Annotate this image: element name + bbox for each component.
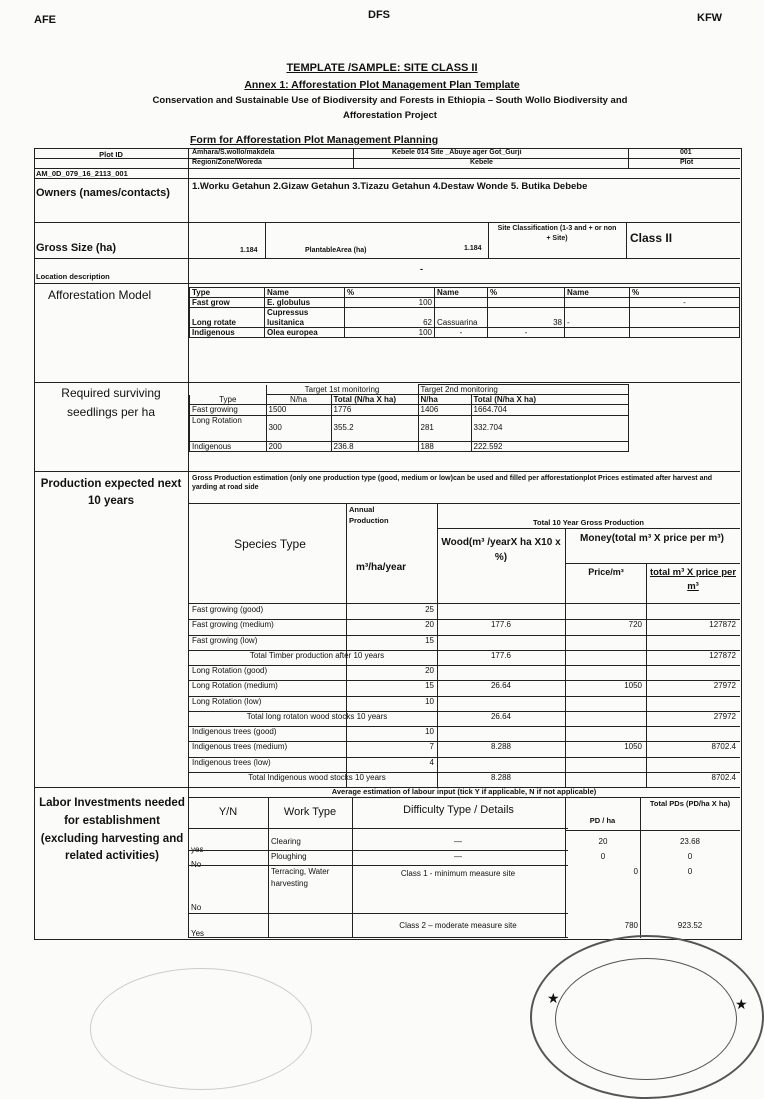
production-wood: 177.6 bbox=[490, 620, 512, 630]
model-h-pct2: % bbox=[488, 288, 565, 298]
labor-label: Labor Investments needed for establishment (excluding harvesting and related activities) bbox=[39, 797, 185, 863]
plot-number: 001 bbox=[680, 149, 692, 156]
seed-cell: Fast growing bbox=[190, 405, 267, 415]
total-price-header: total m³ X price per m³ bbox=[649, 567, 737, 592]
corner-right: KFW bbox=[697, 12, 723, 24]
production-wood: 26.64 bbox=[490, 681, 512, 691]
model-cell bbox=[565, 298, 630, 308]
model-row-fast bbox=[190, 298, 740, 308]
annual-production-header: Annual Production bbox=[349, 505, 389, 525]
production-label: Production expected next 10 years bbox=[40, 478, 182, 508]
seed-cell: 222.592 bbox=[471, 441, 629, 451]
labor-total-pds: 23.68 bbox=[679, 837, 701, 846]
labor-yn: No bbox=[191, 903, 202, 912]
owners-label: Owners (names/contacts) bbox=[36, 187, 170, 199]
seed-cell: 188 bbox=[418, 441, 471, 451]
production-row-label: Indigenous trees (good) bbox=[192, 727, 277, 736]
seed-cell: Long Rotation bbox=[190, 415, 267, 441]
production-row-label: Indigenous trees (medium) bbox=[192, 742, 288, 752]
seed-h-total2: Total (N/ha X ha) bbox=[471, 395, 629, 405]
labor-difficulty: Class 1 - minimum measure site bbox=[400, 869, 516, 878]
labor-work-type: Ploughing bbox=[271, 852, 307, 861]
plantable-value: 1.184 bbox=[464, 245, 482, 252]
production-total: 127872 bbox=[709, 650, 736, 660]
production-wood: 26.64 bbox=[490, 711, 512, 721]
labor-difficulty: — bbox=[454, 837, 462, 846]
annual-unit-header: m³/ha/year bbox=[356, 562, 407, 573]
production-annual: 4 bbox=[429, 757, 434, 767]
production-price: 1050 bbox=[624, 681, 642, 691]
seedlings-table bbox=[189, 384, 629, 452]
model-cell: Cupressus lusitanica bbox=[265, 308, 345, 327]
labor-total-pds: 0 bbox=[687, 867, 693, 876]
gross-size-label: Gross Size (ha) bbox=[36, 242, 117, 254]
faint-stamp bbox=[90, 968, 312, 1090]
seed-cell: 1500 bbox=[266, 405, 331, 415]
model-cell: Long rotate bbox=[190, 308, 265, 327]
production-annual: 10 bbox=[425, 727, 434, 736]
model-cell: - bbox=[435, 327, 488, 337]
seedlings-label: Required surviving seedlings per ha bbox=[61, 386, 161, 419]
project-title-line2: Afforestation Project bbox=[343, 110, 437, 121]
plot-id-value: AM_0D_079_16_2113_001 bbox=[36, 169, 128, 178]
location-value: Amhara/S.wollo/makdela bbox=[192, 149, 275, 156]
production-wood: 177.6 bbox=[490, 650, 512, 660]
production-annual: 15 bbox=[425, 635, 434, 645]
production-row-label: Long Rotation (good) bbox=[192, 666, 268, 675]
labor-total-pds: 923.52 bbox=[677, 921, 703, 930]
star-icon: ★ bbox=[735, 996, 748, 1012]
labor-yn: No bbox=[191, 860, 202, 869]
model-h-pct1: % bbox=[345, 288, 435, 298]
model-h-pct3: % bbox=[630, 288, 740, 298]
seed-cell: 1776 bbox=[331, 405, 418, 415]
labor-pd-ha: 0 bbox=[633, 867, 638, 876]
production-total-label: Total Indigenous wood stocks 10 years bbox=[248, 772, 386, 782]
model-cell: 62 bbox=[345, 308, 435, 327]
annex-title: Annex 1: Afforestation Plot Management Plan Template bbox=[244, 79, 520, 91]
corner-left: AFE bbox=[34, 14, 56, 26]
production-annual: 7 bbox=[429, 742, 434, 752]
model-h-name2: Name bbox=[435, 288, 488, 298]
labor-row-divider bbox=[188, 937, 568, 938]
labor-pd-ha: 20 bbox=[598, 837, 608, 846]
model-cell bbox=[630, 308, 740, 327]
production-wood: 8.288 bbox=[490, 742, 512, 752]
production-total: 27972 bbox=[713, 711, 736, 721]
model-cell bbox=[565, 327, 630, 337]
site-class-label: Site Classification (1-3 and + or non + Site) bbox=[497, 225, 617, 243]
star-icon: ★ bbox=[547, 990, 560, 1006]
production-annual: 20 bbox=[425, 666, 434, 675]
production-note: Gross Production estimation (only one production type (good, medium or low)can be used and filled per afforestationplot Prices estimated after harvest and yarding at road side bbox=[192, 475, 713, 492]
gross-size-value: 1.184 bbox=[240, 247, 258, 254]
production-row-label: Long Rotation (medium) bbox=[192, 681, 278, 691]
production-total: 27972 bbox=[713, 681, 736, 691]
money-header: Money(total m³ X price per m³) bbox=[580, 533, 724, 544]
production-annual: 20 bbox=[425, 620, 434, 630]
seed-cell: Indigenous bbox=[190, 441, 267, 451]
production-row-label: Fast growing (good) bbox=[192, 605, 264, 614]
species-type-header: Species Type bbox=[234, 537, 306, 551]
labor-h-pd: PD / ha bbox=[589, 816, 616, 825]
location-desc-label: Location description bbox=[36, 272, 110, 281]
labor-total-pds: 0 bbox=[687, 852, 693, 861]
labor-yn: yes bbox=[191, 845, 204, 854]
site-class-value: Class II bbox=[630, 231, 673, 245]
labor-h-diff: Difficulty Type / Details bbox=[403, 804, 514, 816]
target1-header: Target 1st monitoring bbox=[266, 385, 418, 395]
seed-cell: 332.704 bbox=[471, 415, 629, 441]
model-row-indigenous bbox=[190, 327, 740, 337]
price-header: Price/m³ bbox=[588, 567, 624, 577]
model-cell: - bbox=[565, 308, 630, 327]
seed-cell: 1664.704 bbox=[471, 405, 629, 415]
labor-work-type: Terracing, Water harvesting bbox=[271, 867, 330, 888]
official-stamp-inner bbox=[555, 958, 737, 1080]
seed-cell: 236.8 bbox=[331, 441, 418, 451]
model-cell: 100 bbox=[345, 298, 435, 308]
labor-row-divider bbox=[188, 865, 568, 866]
seed-cell: 281 bbox=[418, 415, 471, 441]
kebele-value: Kebele 014 Site _Abuye ager Got_Gurji bbox=[392, 149, 522, 156]
labor-pd-ha: 780 bbox=[624, 921, 638, 930]
production-row-label: Fast growing (low) bbox=[192, 635, 258, 645]
total-10yr-header: Total 10 Year Gross Production bbox=[532, 518, 644, 527]
model-cell bbox=[435, 298, 488, 308]
model-cell: Indigenous bbox=[190, 327, 265, 337]
production-total: 8702.4 bbox=[711, 742, 736, 752]
production-total: 127872 bbox=[709, 620, 736, 630]
region-label: Region/Zone/Woreda bbox=[192, 159, 262, 166]
production-annual: 10 bbox=[425, 696, 434, 706]
corner-center: DFS bbox=[368, 9, 390, 21]
labor-row-divider bbox=[188, 913, 568, 914]
location-desc-value: - bbox=[420, 264, 423, 274]
labor-work-type: Clearing bbox=[271, 837, 301, 846]
owners-value: 1.Worku Getahun 2.Gizaw Getahun 3.Tizazu Getahun 4.Destaw Wonde 5. Butika Debebe bbox=[192, 181, 588, 192]
production-row-label: Fast growing (medium) bbox=[192, 620, 274, 630]
model-cell: - bbox=[488, 327, 565, 337]
seed-h-nha1: N/ha bbox=[266, 395, 331, 405]
production-price: 720 bbox=[628, 620, 642, 630]
seed-cell: 200 bbox=[266, 441, 331, 451]
labor-h-work: Work Type bbox=[283, 806, 337, 818]
form-title: Form for Afforestation Plot Management Planning bbox=[190, 134, 439, 146]
seed-cell: 355.2 bbox=[331, 415, 418, 441]
model-cell: Fast grow bbox=[190, 298, 265, 308]
production-row-label: Long Rotation (low) bbox=[192, 696, 262, 706]
labor-h-total: Total PDs (PD/ha X ha) bbox=[649, 799, 731, 808]
model-h-name3: Name bbox=[565, 288, 630, 298]
kebele-label: Kebele bbox=[470, 159, 493, 166]
plot-id-label: Plot ID bbox=[99, 150, 123, 159]
seed-cell: 300 bbox=[266, 415, 331, 441]
model-cell: 100 bbox=[345, 327, 435, 337]
template-title: TEMPLATE /SAMPLE: SITE CLASS II bbox=[286, 62, 478, 74]
production-annual: 15 bbox=[425, 681, 434, 691]
model-cell bbox=[488, 298, 565, 308]
labor-difficulty: — bbox=[454, 852, 462, 861]
production-annual: 25 bbox=[425, 605, 434, 614]
model-cell: Cassuarina bbox=[435, 308, 488, 327]
model-h-type: Type bbox=[190, 288, 265, 298]
project-title-line1: Conservation and Sustainable Use of Biodiversity and Forests in Ethiopia – South Wollo Biodiversity and bbox=[152, 95, 628, 106]
model-row-long bbox=[190, 308, 740, 327]
wood-header: Wood(m³ /yearX ha X10 x %) bbox=[441, 537, 561, 563]
labor-difficulty: Class 2 – moderate measure site bbox=[399, 921, 517, 930]
seed-h-nha2: N/ha bbox=[418, 395, 471, 405]
labor-h-yn: Y/N bbox=[218, 806, 238, 818]
production-total-label: Total Timber production after 10 years bbox=[249, 650, 385, 660]
plantable-label: PlantableArea (ha) bbox=[305, 247, 367, 254]
labor-pd-ha: 0 bbox=[600, 852, 606, 861]
production-total-label: Total long rotaton wood stocks 10 years bbox=[246, 711, 388, 721]
model-cell: 38 bbox=[488, 308, 565, 327]
labor-yn: Yes bbox=[191, 929, 205, 938]
seed-h-total1: Total (N/ha X ha) bbox=[331, 395, 418, 405]
labor-caption: Average estimation of labour input (tick Y if applicable, N if not applicable) bbox=[331, 787, 597, 796]
model-h-name1: Name bbox=[265, 288, 345, 298]
seed-cell: 1406 bbox=[418, 405, 471, 415]
model-cell bbox=[630, 327, 740, 337]
production-total: 8702.4 bbox=[711, 772, 736, 782]
seed-h-type: Type bbox=[190, 395, 267, 405]
target2-header: Target 2nd monitoring bbox=[418, 385, 629, 395]
production-row-label: Indigenous trees (low) bbox=[192, 757, 271, 767]
model-cell: E. globulus bbox=[265, 298, 345, 308]
plot-label: Plot bbox=[680, 159, 694, 166]
model-cell: Olea europea bbox=[265, 327, 345, 337]
afforestation-model-label: Afforestation Model bbox=[48, 288, 152, 302]
production-wood: 8.288 bbox=[490, 772, 512, 782]
production-price: 1050 bbox=[624, 742, 642, 752]
afforestation-model-table bbox=[189, 287, 740, 338]
model-cell: - bbox=[630, 298, 740, 308]
label-column-divider bbox=[188, 148, 189, 938]
